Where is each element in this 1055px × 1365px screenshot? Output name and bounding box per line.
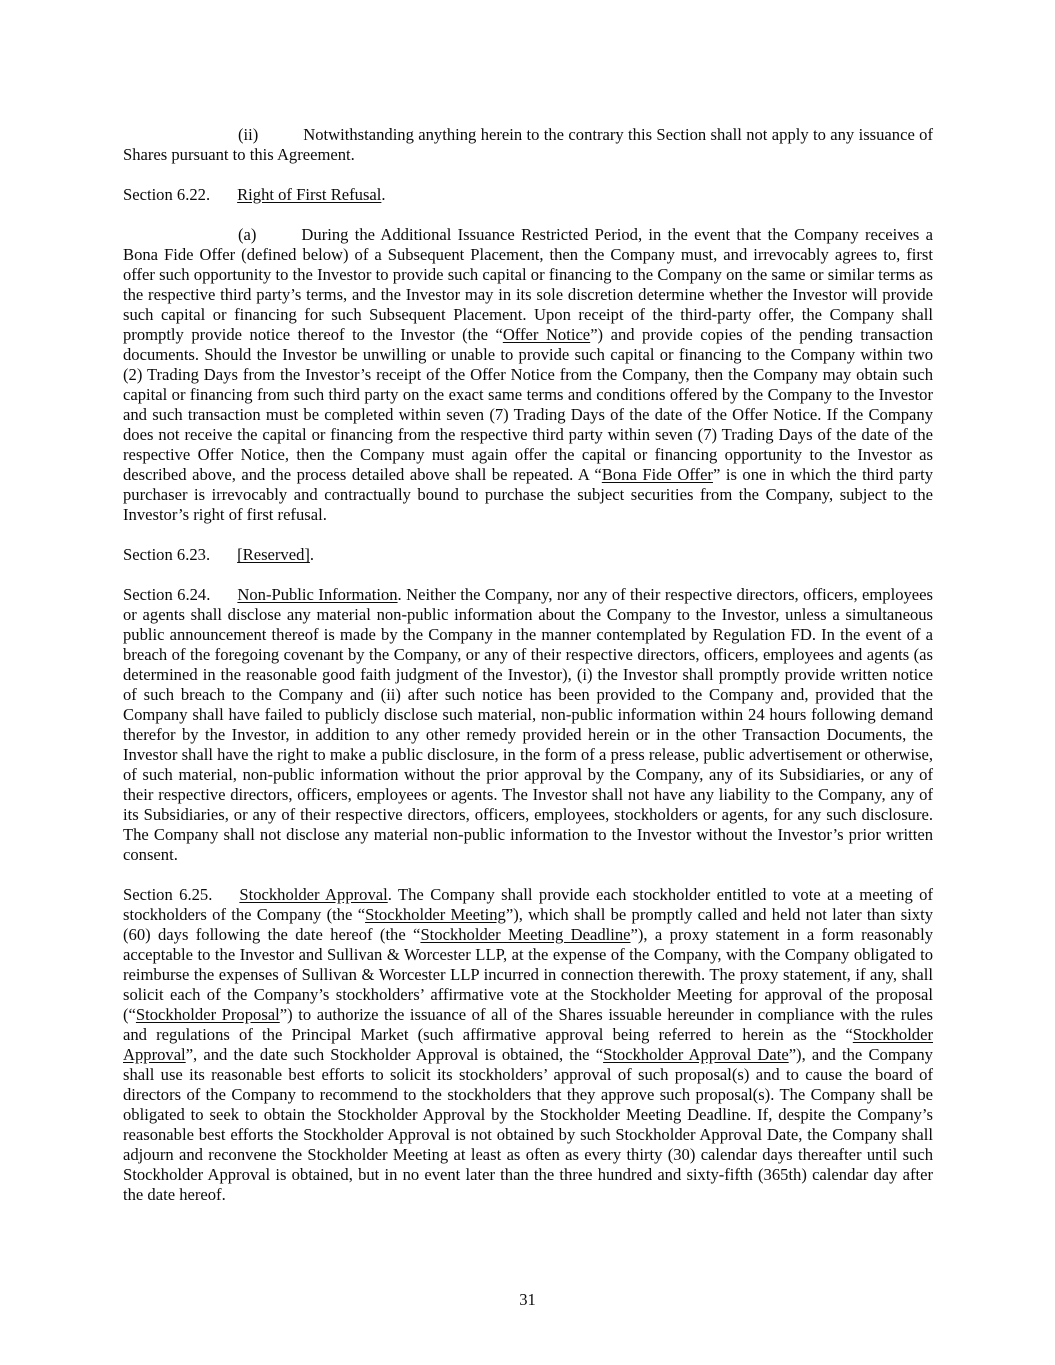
- tab-spacer: [210, 199, 237, 200]
- text-run: ”), and the Company shall use its reasonable best efforts to solicit its stockholders’ approval of such proposal(s) and to cause the board of directors of the Company to recommend to the stockholders that they approve such proposal(s). The Company shall be obligated to seek to obtain the Stockholder Approval by the Stockholder Meeting Deadline. If, despite the Company’s reasonable best efforts the Stockholder Approval is not obtained by such Stockholder Approval Date, the Company shall adjourn and reconvene the Stockholder Meeting at least as often as every thirty (30) calendar days thereafter until such Stockholder Approval is obtained, but in no event later than the three hundred and sixty-fifth (365th) calendar day after the date hereof.: [123, 1045, 933, 1204]
- tab-spacer: [258, 139, 303, 140]
- document-body: [123, 125, 933, 1225]
- heading-section-6-22: [123, 185, 933, 205]
- defined-term: Stockholder Meeting: [365, 905, 506, 924]
- text-run: During the Additional Issuance Restricted Period, in the event that the Company receives a Bona Fide Offer (defined below) of a Subsequent Placement, then the Company must, and irrevocably agrees to, first offer such opportunity to the Investor to provide such capital or financing to the Company on the same or similar terms as the respective third party’s terms, and the Investor may in its sole discretion determine whether the Investor will provide such capital or financing for such Subsequent Placement. Upon receipt of the third-party offer, the Company shall promptly provide notice thereof to the Investor (the “: [123, 225, 933, 344]
- defined-term: Stockholder Approval: [123, 1025, 933, 1064]
- text-run: ”, and the date such Stockholder Approval is obtained, the “: [185, 1045, 604, 1064]
- defined-term: Stockholder Meeting Deadline: [420, 925, 631, 944]
- para-section-6-25: [123, 885, 933, 1205]
- text-run: Section 6.23.: [123, 545, 211, 564]
- defined-term: Stockholder Proposal: [135, 1005, 280, 1024]
- tab-spacer: [212, 899, 239, 900]
- text-run: .: [381, 185, 386, 204]
- defined-term: Stockholder Approval: [239, 885, 388, 904]
- para-section-6-24: [123, 585, 933, 865]
- page-number: 31: [519, 1290, 536, 1309]
- para-6-21-ii: [123, 125, 933, 165]
- text-run: Section 6.22.: [123, 185, 211, 204]
- tab-spacer: [210, 559, 237, 560]
- defined-term: Stockholder Approval Date: [603, 1045, 789, 1064]
- defined-term: Non-Public Information: [237, 585, 398, 604]
- defined-term: [Reserved]: [237, 545, 310, 564]
- text-run: Section 6.24.: [123, 585, 211, 604]
- text-run: Notwithstanding anything herein to the contrary this Section shall not apply to any issuance of Shares pursuant to this Agreement.: [123, 125, 933, 164]
- text-run: .: [309, 545, 315, 564]
- defined-term: Bona Fide Offer: [601, 465, 713, 484]
- heading-section-6-23: [123, 545, 933, 565]
- text-run: (ii): [238, 125, 259, 144]
- text-run: (a): [238, 225, 257, 244]
- defined-term: Offer Notice: [502, 325, 591, 344]
- text-run: ”) to authorize the issuance of all of the Shares issuable hereunder in compliance with the rules and regulations of the Principal Market (such affirmative approval being referred to herein as the “: [123, 1005, 934, 1044]
- text-run: ” is one in which the third party purchaser is irrevocably and contractually bound to purchase the subject securities from the Company, subject to the Investor’s right of first refusal.: [123, 465, 934, 524]
- defined-term: Right of First Refusal: [237, 185, 382, 204]
- tab-spacer: [256, 239, 301, 240]
- text-run: . The Company shall provide each stockholder entitled to vote at a meeting of stockholders of the Company (the “: [123, 885, 933, 924]
- text-run: Section 6.25.: [123, 885, 213, 904]
- text-run: . Neither the Company, nor any of their respective directors, officers, employees or agents shall disclose any material non-public information about the Company to the Investor, unless a simultaneous public announcement thereof is made by the Company in the manner contemplated by Regulation FD. In the event of a breach of the foregoing covenant by the Company, or any of their respective directors, officers, employees and agents (as determined in the reasonable good faith judgment of the Investor), (i) the Investor shall promptly provide written notice of such breach to the Company and (ii) after such notice has been provided to the Company and, provided that the Company shall have failed to publicly disclose such material, non-public information within 24 hours following demand therefor by the Investor, in addition to any other remedy provided herein or in the other Transaction Documents, the Investor shall have the right to make a public disclosure, in the form of a press release, public advertisement or otherwise, of such material, non-public information without the prior approval by the Company, any of its Subsidiaries, or any of their respective directors, officers, employees or agents. The Investor shall not have any liability to the Company, any of its Subsidiaries, or any of their respective directors, officers, employees, stockholders or agents, for any such disclosure. The Company shall not disclose any material non-public information to the Investor without the Investor’s prior written consent.: [123, 585, 933, 864]
- para-6-22-a: [123, 225, 933, 525]
- text-run: ”), a proxy statement in a form reasonably acceptable to the Investor and Sullivan & Worcester LLP, at the expense of the Company, with the Company obligated to reimburse the expenses of Sullivan & Worcester LLP incurred in connection therewith. The proxy statement, if any, shall solicit each of the Company’s stockholders’ affirmative vote at the Stockholder Meeting for approval of the proposal (“: [123, 925, 934, 1024]
- tab-spacer: [210, 599, 237, 600]
- text-run: ”), which shall be promptly called and held not later than sixty (60) days following the date hereof (the “: [123, 905, 934, 944]
- text-run: ”) and provide copies of the pending transaction documents. Should the Investor be unwilling or unable to provide such capital or financing to the Company within two (2) Trading Days from the Investor’s receipt of the Offer Notice from the Company, then the Company may obtain such capital or financing from such third party on the exact same terms and conditions offered by the Company to the Investor and such transaction must be completed within seven (7) Trading Days of the date of the Offer Notice. If the Company does not receive the capital or financing from the respective third party within seven (7) Trading Days of the date of the respective Offer Notice, then the Company must again offer the capital or financing opportunity to the Investor as described above, and the process detailed above shall be repeated. A “: [123, 325, 934, 484]
